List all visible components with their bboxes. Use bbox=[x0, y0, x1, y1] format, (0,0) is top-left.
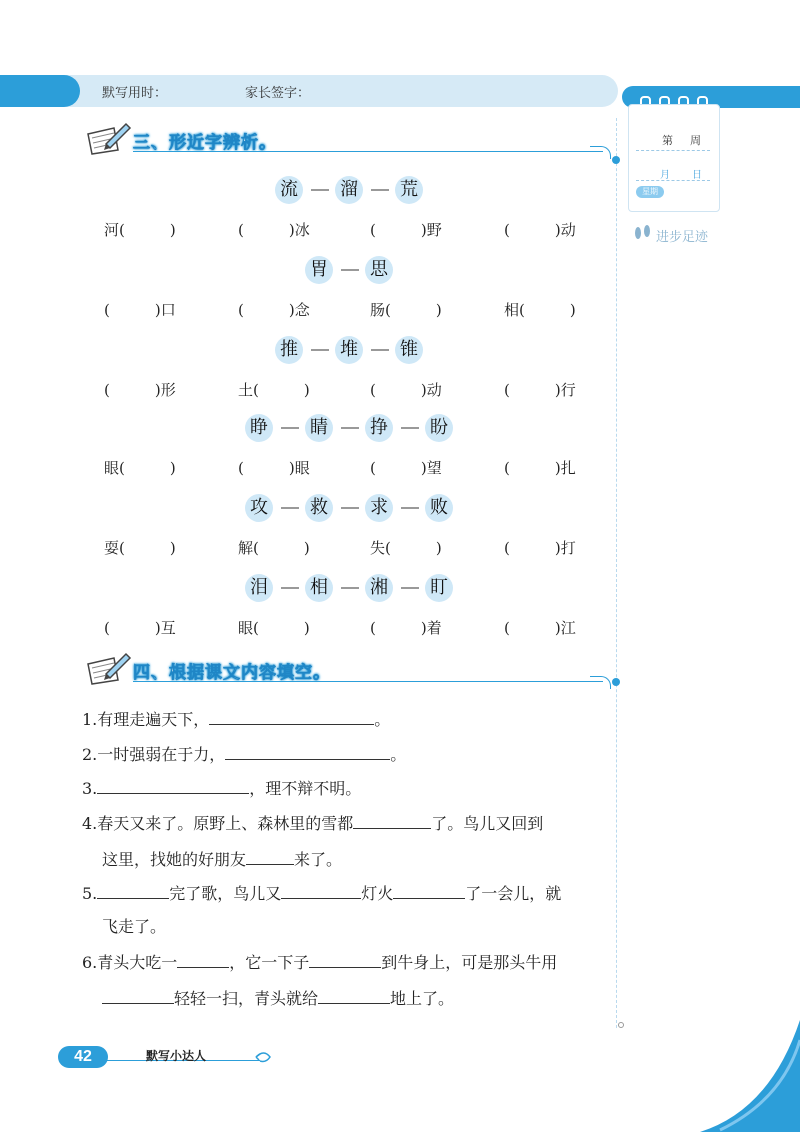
char-dash bbox=[341, 427, 359, 429]
header-cap bbox=[0, 75, 80, 107]
margin-divider bbox=[616, 118, 617, 1028]
char-circle: 思 bbox=[365, 256, 393, 284]
char-circle: 救 bbox=[305, 494, 333, 522]
answer-blank[interactable] bbox=[353, 810, 431, 829]
fill-item: ( )野 bbox=[370, 221, 442, 239]
char-circle: 攻 bbox=[245, 494, 273, 522]
char-dash bbox=[281, 587, 299, 589]
char-circle: 推 bbox=[275, 336, 303, 364]
section3-curve bbox=[590, 146, 611, 159]
section3-dot bbox=[612, 156, 620, 164]
question-5-cont: 飞走了。 bbox=[102, 917, 167, 936]
section4-title: 四、根据课文内容填空。 bbox=[133, 663, 331, 683]
question-4: 4.春天又来了。原野上、森林里的雪都 了。鸟儿又回到 bbox=[82, 810, 543, 834]
parent-sign-label: 家长签字： bbox=[245, 85, 311, 100]
fill-item: 耍( ) bbox=[104, 539, 176, 557]
question-2: 2.一时强弱在于力， 。 bbox=[82, 741, 406, 765]
answer-blank[interactable] bbox=[97, 880, 169, 899]
char-circle: 挣 bbox=[365, 414, 393, 442]
char-dash bbox=[401, 427, 419, 429]
section4-curve bbox=[590, 676, 611, 689]
section4-dot bbox=[612, 678, 620, 686]
pencil-notebook-icon bbox=[84, 120, 132, 160]
fill-item: ( )打 bbox=[504, 539, 576, 557]
fill-item: ( )眼 bbox=[238, 459, 310, 477]
section4-underline bbox=[133, 681, 603, 682]
answer-blank[interactable] bbox=[177, 949, 229, 968]
char-dash bbox=[341, 269, 359, 271]
fill-item: ( )动 bbox=[370, 381, 442, 399]
fill-item: ( )扎 bbox=[504, 459, 576, 477]
char-circle: 相 bbox=[305, 574, 333, 602]
calendar-ri: 日 bbox=[692, 170, 702, 181]
answer-blank[interactable] bbox=[97, 775, 249, 794]
calendar-divider bbox=[636, 180, 710, 181]
fill-item: 解( ) bbox=[238, 539, 310, 557]
answer-blank[interactable] bbox=[393, 880, 465, 899]
answer-blank[interactable] bbox=[209, 706, 374, 725]
char-circle: 湘 bbox=[365, 574, 393, 602]
fill-item: 眼( ) bbox=[238, 619, 310, 637]
question-1: 1.有理走遍天下， 。 bbox=[82, 706, 390, 730]
char-circle: 求 bbox=[365, 494, 393, 522]
section3-underline bbox=[133, 151, 603, 152]
char-dash bbox=[281, 507, 299, 509]
calendar-zhou: 周 bbox=[690, 135, 701, 147]
calendar-divider bbox=[636, 150, 710, 151]
fill-item: ( )冰 bbox=[238, 221, 310, 239]
char-circle: 睁 bbox=[245, 414, 273, 442]
fill-item: ( )着 bbox=[370, 619, 442, 637]
fill-item: ( )形 bbox=[104, 381, 176, 399]
fill-item: ( )动 bbox=[504, 221, 576, 239]
char-dash bbox=[401, 587, 419, 589]
page-curl-corner bbox=[700, 1020, 800, 1136]
char-circle: 荒 bbox=[395, 176, 423, 204]
char-circle: 败 bbox=[425, 494, 453, 522]
char-circle: 流 bbox=[275, 176, 303, 204]
char-circle: 睛 bbox=[305, 414, 333, 442]
char-circle: 锥 bbox=[395, 336, 423, 364]
question-6-cont: 轻轻一扫，青头就给 地上了。 bbox=[102, 985, 454, 1009]
calendar-yue: 月 bbox=[660, 170, 670, 181]
char-dash bbox=[341, 507, 359, 509]
char-dash bbox=[311, 189, 329, 191]
char-circle: 溜 bbox=[335, 176, 363, 204]
question-5: 5. 完了歌，鸟儿又 灯火 了一会儿，就 bbox=[82, 880, 561, 904]
question-3: 3. ，理不辩不明。 bbox=[82, 775, 361, 799]
progress-label: 进步足迹 bbox=[656, 230, 709, 245]
section3-title: 三、形近字辨析。 bbox=[133, 133, 277, 153]
char-dash bbox=[281, 427, 299, 429]
fill-item: 河( ) bbox=[104, 221, 176, 239]
fill-item: ( )江 bbox=[504, 619, 576, 637]
char-dash bbox=[401, 507, 419, 509]
fill-item: ( )望 bbox=[370, 459, 442, 477]
fill-item: 土( ) bbox=[238, 381, 310, 399]
fill-item: 肠( ) bbox=[370, 301, 442, 319]
answer-blank[interactable] bbox=[318, 985, 390, 1004]
fill-item: 相( ) bbox=[504, 301, 576, 319]
page-number: 42 bbox=[58, 1046, 108, 1068]
book-title: 默写小达人 bbox=[146, 1049, 207, 1063]
fill-item: ( )互 bbox=[104, 619, 176, 637]
pencil-notebook-icon bbox=[84, 650, 132, 690]
answer-blank[interactable] bbox=[225, 741, 390, 760]
answer-blank[interactable] bbox=[102, 985, 174, 1004]
char-circle: 盯 bbox=[425, 574, 453, 602]
char-circle: 盼 bbox=[425, 414, 453, 442]
char-circle: 堆 bbox=[335, 336, 363, 364]
calendar-di: 第 bbox=[662, 135, 673, 147]
char-dash bbox=[371, 189, 389, 191]
time-label: 默写用时： bbox=[102, 85, 168, 100]
fill-item: 失( ) bbox=[370, 539, 442, 557]
question-4-cont: 这里，找她的好朋友 来了。 bbox=[102, 846, 342, 870]
fill-item: ( )念 bbox=[238, 301, 310, 319]
calendar-xingqi: 星期 bbox=[636, 186, 664, 198]
answer-blank[interactable] bbox=[309, 949, 381, 968]
fill-item: ( )行 bbox=[504, 381, 576, 399]
curl-arrow-icon bbox=[254, 1050, 274, 1069]
answer-blank[interactable] bbox=[281, 880, 361, 899]
question-6: 6.青头大吃一 ，它一下子 到牛身上，可是那头牛用 bbox=[82, 949, 557, 973]
char-dash bbox=[341, 587, 359, 589]
char-circle: 泪 bbox=[245, 574, 273, 602]
char-circle: 胃 bbox=[305, 256, 333, 284]
answer-blank[interactable] bbox=[246, 846, 294, 865]
margin-dot bbox=[618, 1022, 624, 1028]
fill-item: ( )口 bbox=[104, 301, 176, 319]
char-dash bbox=[371, 349, 389, 351]
char-dash bbox=[311, 349, 329, 351]
fill-item: 眼( ) bbox=[104, 459, 176, 477]
footprint-icon bbox=[633, 224, 653, 246]
